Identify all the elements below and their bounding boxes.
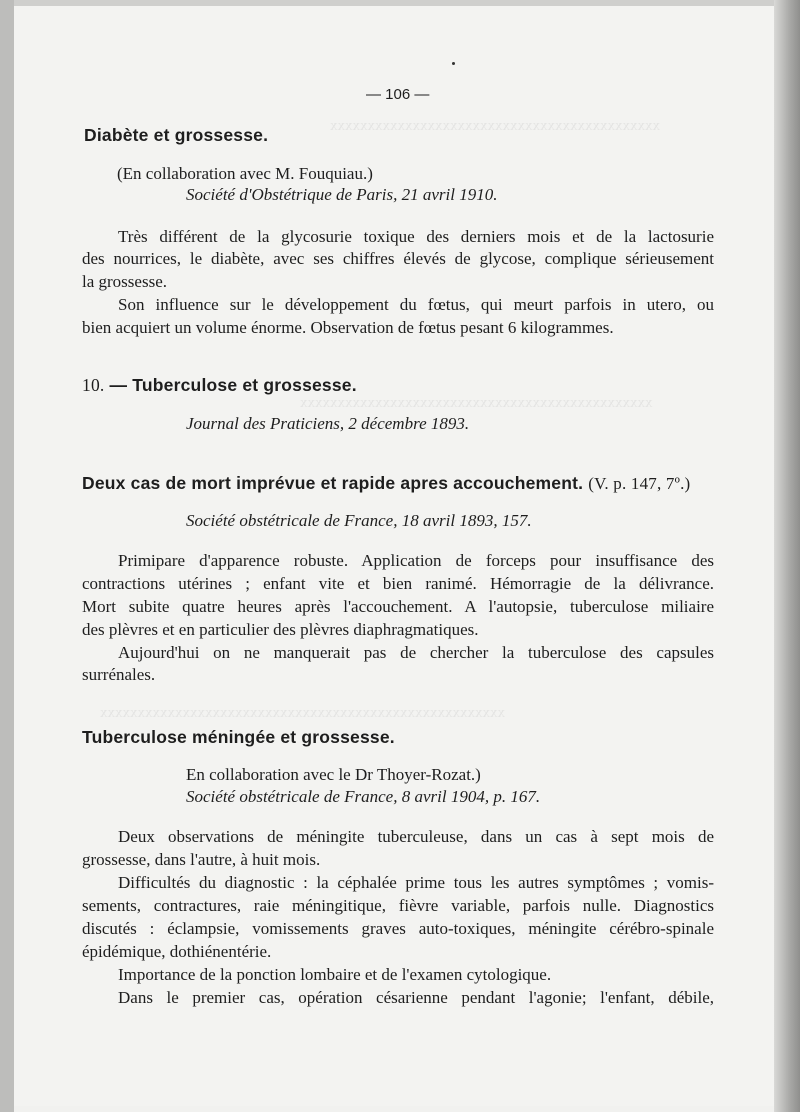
paragraph-line: Aujourd'hui on ne manquerait pas de chercher la tuberculose des capsules [118, 643, 714, 662]
paragraph-line: Son influence sur le développement du fœtus, qui meurt parfois in utero, ou [118, 295, 714, 314]
paragraph-line: bien acquiert un volume énorme. Observation de fœtus pesant 6 kilogrammes. [82, 318, 614, 337]
paragraph-line: des plèvres et en particulier des plèvres diaphragmatiques. [82, 620, 479, 639]
source-citation: Société obstétricale de France, 8 avril 1904, p. 167. [186, 787, 541, 806]
section-title-deux-cas [82, 472, 690, 495]
source-citation: Journal des Praticiens, 2 décembre 1893. [186, 414, 470, 433]
cross-reference: (V. p. 147, 7º.) [588, 474, 691, 493]
paragraph-line: sements, contractures, raie méningitique, fièvre variable, parfois nulle. Diagnostics [82, 896, 714, 915]
bleed-through: xxxxxxxxxxxxxxxxxxxxxxxxxxxxxxxxxxxxxxxxxxxxxxxxxxxxxx [100, 705, 505, 721]
section-title-diabete: Diabète et grossesse. [84, 125, 269, 145]
section-title-tuberculose [82, 374, 357, 396]
paragraph-line: des nourrices, le diabète, avec ses chiffres élevés de glycose, complique sérieusement [82, 249, 714, 268]
paragraph-line: Dans le premier cas, opération césarienne pendant l'agonie; l'enfant, débile, [118, 988, 714, 1007]
paragraph-line: la grossesse. [82, 272, 167, 291]
source-citation: Société d'Obstétrique de Paris, 21 avril 1910. [186, 185, 498, 204]
scan-right-edge [774, 0, 800, 1112]
paragraph-line: épidémique, dothiénentérie. [82, 942, 272, 961]
source-citation: Société obstétricale de France, 18 avril 1893, 157. [186, 511, 532, 530]
section-number: 10. [82, 375, 105, 395]
section-title-text: — Tuberculose et grossesse. [109, 375, 357, 395]
page-number: — 106 — [366, 86, 430, 103]
paragraph-line: Très différent de la glycosurie toxique des derniers mois et de la lactosurie [118, 227, 714, 246]
paragraph-line: Importance de la ponction lombaire et de l'examen cytologique. [118, 965, 552, 984]
ink-speck [452, 62, 455, 65]
paragraph-line: Deux observations de méningite tuberculeuse, dans un cas à sept mois de [118, 827, 714, 846]
scan-left-edge [0, 0, 14, 1112]
paragraph-line: Primipare d'apparence robuste. Application de forceps pour insuffisance des [118, 551, 714, 570]
collaboration-note: (En collaboration avec M. Fouquiau.) [117, 164, 373, 183]
collaboration-note: En collaboration avec le Dr Thoyer-Rozat.) [186, 765, 481, 784]
paragraph-line: grossesse, dans l'autre, à huit mois. [82, 850, 321, 869]
paragraph-line: Mort subite quatre heures après l'accouchement. A l'autopsie, tuberculose miliaire [82, 597, 714, 616]
bleed-through: xxxxxxxxxxxxxxxxxxxxxxxxxxxxxxxxxxxxxxxxxxxxxxx [300, 395, 653, 411]
paragraph-line: contractions utérines ; enfant vite et bien ranimé. Hémorragie de la délivrance. [82, 574, 714, 593]
section-title-meningee: Tuberculose méningée et grossesse. [82, 727, 395, 747]
bleed-through: xxxxxxxxxxxxxxxxxxxxxxxxxxxxxxxxxxxxxxxxxxxx [330, 118, 660, 134]
paragraph-line: Difficultés du diagnostic : la céphalée prime tous les autres symptômes ; vomis- [118, 873, 714, 892]
paragraph-line: discutés : éclampsie, vomissements graves auto-toxiques, méningite cérébro-spinale [82, 919, 714, 938]
section-title-text: Deux cas de mort imprévue et rapide apres accouchement. [82, 473, 584, 493]
paragraph-line: surrénales. [82, 665, 156, 684]
